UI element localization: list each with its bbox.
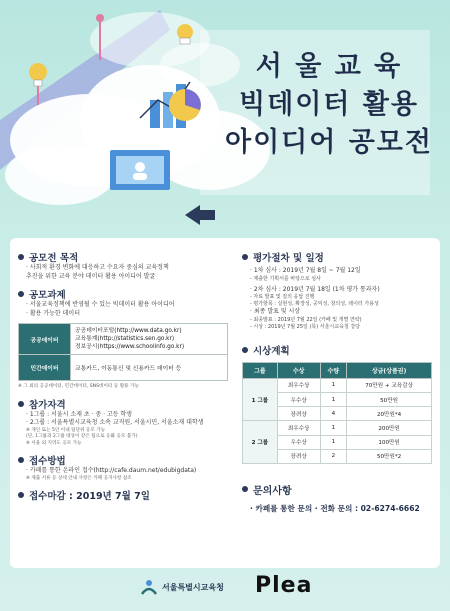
task-heading-text: 공모과제 bbox=[29, 290, 66, 302]
col-header: 수상 bbox=[277, 362, 320, 378]
data-sources-table bbox=[18, 323, 228, 381]
table-cell: 장려상 bbox=[277, 449, 320, 463]
table-cell: 2 bbox=[320, 449, 347, 463]
right-column bbox=[242, 244, 434, 514]
table-cell: 장려상 bbox=[277, 407, 320, 421]
method-heading-text: 접수방법 bbox=[29, 456, 66, 468]
table-cell: 1 bbox=[320, 435, 347, 449]
table-cell: 70만원 + 교육감상 bbox=[347, 378, 432, 392]
seoul-education-logo-icon bbox=[140, 578, 158, 596]
poster-title bbox=[220, 48, 438, 162]
eligibility-heading-text: 참가자격 bbox=[29, 399, 66, 411]
bullet-icon bbox=[18, 254, 24, 260]
table-cell: 200만원 bbox=[347, 421, 432, 435]
bullet-icon bbox=[18, 457, 24, 463]
table-header-row bbox=[243, 362, 432, 378]
contact-line: · 카페를 통한 문의 · 전화 문의 : 02-6274-6662 bbox=[250, 503, 420, 513]
org-name: 서울특별시교육청 bbox=[162, 582, 224, 592]
purpose-line-1: · 사회적 환경 변화에 대응하고 수요자 중심의 교육정책 bbox=[26, 264, 169, 271]
col-header: 상금(상품권) bbox=[347, 362, 432, 378]
eligibility-note-2: (단, 1그룹과 2그룹 대상이 같은 팀으로 응募 응모 불가) bbox=[26, 434, 138, 440]
bullet-icon bbox=[242, 347, 248, 353]
purpose-heading-text: 공모전 목적 bbox=[29, 253, 79, 264]
public-data-head: 공공데이터 bbox=[19, 324, 71, 355]
round2-sub-1: - 자료 발표 및 질의 응답 진행 bbox=[250, 294, 315, 301]
public-data-cell bbox=[71, 324, 228, 355]
content-panel bbox=[10, 238, 440, 568]
table-cell: 1 bbox=[320, 421, 347, 435]
purpose-line-2: 추진을 위한 교육 분야 데이터 활용 아이디어 발굴 bbox=[26, 272, 156, 280]
group-cell: 2 그룹 bbox=[243, 421, 278, 464]
org-logo bbox=[140, 578, 224, 596]
eligibility-note-3: ※ 서울 외 지역도 응모 가능 bbox=[26, 440, 82, 446]
left-column bbox=[18, 244, 228, 502]
group-cell: 1 그룹 bbox=[243, 378, 278, 421]
bullet-icon bbox=[242, 486, 248, 492]
deadline-heading bbox=[18, 488, 228, 502]
contact-heading-text: 문의사항 bbox=[253, 485, 292, 497]
task-line-1: · 서울교육정책에 반영될 수 있는 빅데이터 활용 아이디어 bbox=[26, 301, 175, 309]
table-cell: 100만원 bbox=[347, 435, 432, 449]
table-row bbox=[19, 355, 228, 381]
contact-heading bbox=[242, 482, 434, 497]
purpose-heading bbox=[18, 250, 228, 264]
method-heading bbox=[18, 453, 228, 467]
table-cell: 50만원 bbox=[347, 392, 432, 406]
awards-heading bbox=[242, 343, 434, 357]
eligibility-note-1: ※ 개인 또는 5인 이내 팀단위 응모 가능 bbox=[26, 427, 106, 433]
round1-line: · 1차 심사 : 2019년 7월 8일 ~ 7월 12일 bbox=[250, 267, 361, 274]
schedule-heading bbox=[242, 250, 434, 264]
title-line-2: 빅데이터 활용 bbox=[239, 89, 419, 120]
deadline-text: 접수마감 : 2019년 7월 7일 bbox=[29, 491, 150, 503]
public-data-link-2[interactable]: 교육통계(http://statistics.sen.go.kr) bbox=[75, 336, 175, 343]
title-line-1: 서 울 교 육 bbox=[255, 51, 403, 82]
method-line-1[interactable]: · 카페를 통한 온라인 접수(http://cafe.daum.net/edubigdata) bbox=[26, 467, 197, 475]
bullet-icon bbox=[18, 401, 24, 407]
awards-table bbox=[242, 362, 432, 464]
round1-sub: - 제출한 기획서를 바탕으로 심사 bbox=[250, 275, 321, 282]
table-cell: 20만원*4 bbox=[347, 407, 432, 421]
table-row bbox=[243, 421, 432, 435]
bullet-icon bbox=[18, 492, 24, 498]
col-header: 그룹 bbox=[243, 362, 278, 378]
final-line: · 최종 발표 및 시상 bbox=[250, 308, 301, 316]
table-row bbox=[243, 378, 432, 392]
bullet-icon bbox=[18, 291, 24, 297]
table-cell: 1 bbox=[320, 392, 347, 406]
task-heading bbox=[18, 287, 228, 301]
task-line-2: · 활용 가능한 데이터 bbox=[26, 309, 80, 317]
public-data-link-1[interactable]: 공공데이터포털(http://www.data.go.kr) bbox=[75, 328, 182, 335]
table-cell: 우수상 bbox=[277, 435, 320, 449]
table-cell: 4 bbox=[320, 407, 347, 421]
awards-heading-text: 시상계획 bbox=[253, 345, 290, 357]
eligibility-line-1: · 1그룹 : 서울시 소재 초 · 중 · 고등 학생 bbox=[26, 410, 132, 418]
private-data-head: 민간데이터 bbox=[19, 355, 71, 381]
method-note-1: ※ 제출 서류 등 상세 안내 사항은 카페 공지사항 참조 bbox=[26, 475, 132, 481]
col-header: 수량 bbox=[320, 362, 347, 378]
bullet-icon bbox=[242, 254, 248, 260]
table-cell: 최우수상 bbox=[277, 378, 320, 392]
round2-line: · 2차 심사 : 2019년 7월 18일 (1차 평가 통과자) bbox=[250, 285, 380, 293]
plea-logo: Plea bbox=[255, 573, 313, 598]
final-sub-2: - 시상 : 2019년 7월 25일 (목) 서울시교육청 강당 bbox=[250, 323, 360, 330]
table-cell: 50만원*2 bbox=[347, 449, 432, 463]
table-cell: 최우수상 bbox=[277, 421, 320, 435]
table-cell: 1 bbox=[320, 378, 347, 392]
final-sub-1: - 최종발표 : 2019년 7월 22일 (카페 및 개별 연락) bbox=[250, 316, 362, 323]
table-note: ※ 그 외의 공공데이터, 민간데이터, SNS데이터 등 활용 가능 bbox=[18, 384, 139, 390]
eligibility-line-2: · 2그룹 : 서울특별시교육청 소속 교직원, 서울시민, 서울소재 대학생 bbox=[26, 419, 204, 427]
round2-sub-2: - 평가항목 : 실현성, 확장성, 공익성, 창의성, 데이터 가용성 bbox=[250, 301, 379, 308]
table-row bbox=[19, 324, 228, 355]
private-data-cell: 교통카드, 이동통신 및 신용카드 데이터 등 bbox=[71, 355, 228, 381]
table-cell: 우수상 bbox=[277, 392, 320, 406]
public-data-link-3[interactable]: 정보공시(https://www.schoolinfo.go.kr) bbox=[75, 344, 185, 351]
eligibility-heading bbox=[18, 397, 228, 411]
title-line-3: 아이디어 공모전 bbox=[225, 127, 433, 158]
schedule-heading-text: 평가절차 및 일정 bbox=[253, 253, 324, 264]
